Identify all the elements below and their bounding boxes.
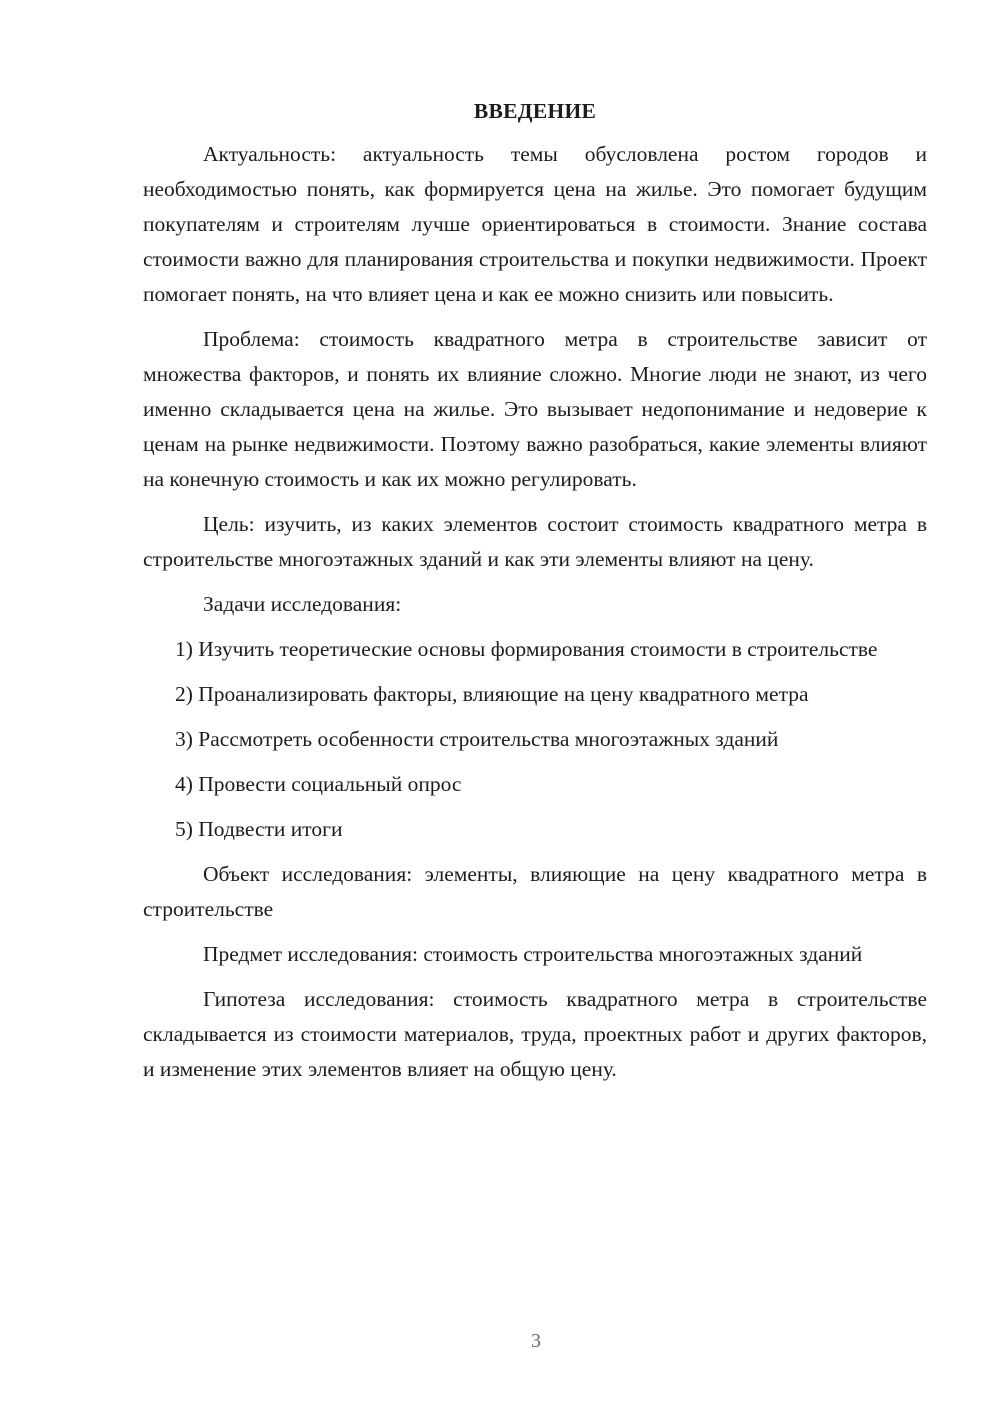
problem-paragraph: Проблема: стоимость квадратного метра в строительстве зависит от множества факторов, и понять их влияние сложно. Многие люди не знают, из чего именно складывается цена на жилье. Это вызывает недопонимание и недоверие к ценам на рынке недвижимости. Поэтому важно разобраться, какие элементы влияют на конечную стоимость и как их можно регулировать. (143, 327, 927, 491)
goal-paragraph: Цель: изучить, из каких элементов состоит стоимость квадратного метра в строительстве многоэтажных зданий и как эти элементы влияют на цену. (143, 512, 927, 571)
page-title: ВВЕДЕНИЕ (473, 99, 597, 123)
task-item-4: 4) Провести социальный опрос (175, 772, 462, 796)
tasks-heading: Задачи исследования: (203, 592, 402, 616)
subject-paragraph: Предмет исследования: стоимость строительства многоэтажных зданий (203, 942, 863, 966)
page-number: 3 (531, 1330, 541, 1352)
task-item-3: 3) Рассмотреть особенности строительства многоэтажных зданий (175, 727, 779, 751)
relevance-paragraph: Актуальность: актуальность темы обусловлена ростом городов и необходимостью понять, как формируется цена на жилье. Это помогает будущим покупателям и строителям лучше ориентироваться в стоимости. Знание состава стоимости важно для планирования строительства и покупки недвижимости. Проект помогает понять, на что влияет цена и как ее можно снизить или повысить. (143, 142, 927, 306)
page-content (143, 95, 927, 1097)
task-item-1: 1) Изучить теоретические основы формирования стоимости в строительстве (175, 637, 878, 661)
object-paragraph: Объект исследования: элементы, влияющие на цену квадратного метра в строительстве (143, 862, 927, 921)
hypothesis-paragraph: Гипотеза исследования: стоимость квадратного метра в строительстве складывается из стоимости материалов, труда, проектных работ и других факторов, и изменение этих элементов влияет на общую цену. (143, 987, 927, 1081)
task-item-2: 2) Проанализировать факторы, влияющие на цену квадратного метра (175, 682, 809, 706)
task-item-5: 5) Подвести итоги (175, 817, 343, 841)
